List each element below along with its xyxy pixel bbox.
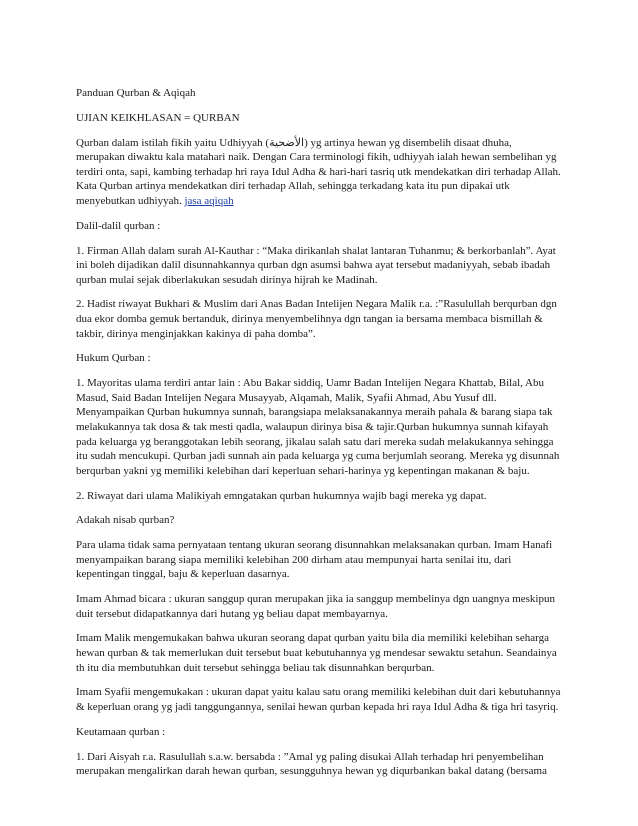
paragraph-line: berqurban yakni yg memiliki kelebihan dari keperluan sehari-harinya yg kepentingan makanan & baju. [76, 464, 530, 477]
paragraph-line: Para ulama tidak sama pernyataan tentang ukuran seorang disunnahkan melaksanakan qurban. Imam Hanafi [76, 539, 553, 552]
nisab-paragraph-2 [76, 592, 572, 621]
paragraph-line: & keperluan orang yg jadi tanggungannya, senilai hewan qurban kepada hri raya Idul Adha & tiga hri tasyriq. [76, 701, 559, 714]
hukum-heading: Hukum Qurban : [76, 352, 151, 365]
paragraph-line: 2. Hadist riwayat Bukhari & Muslim dari Anas Badan Intelijen Negara Malik r.a. :”Rasulullah berqurban dgn [76, 298, 557, 311]
paragraph-line: kepentingan tinggal, baju & keperluan dasarnya. [76, 568, 290, 581]
keutamaan-paragraph-1 [76, 750, 572, 779]
paragraph-line: takbir, dirinya menginjakkan kakinya di paha domba”. [76, 327, 316, 340]
nisab-paragraph-1 [76, 538, 572, 582]
paragraph-line: Menyampaikan Qurban hukumnya sunnah, barangsiapa melaksanakannya meraih pahala & barang siapa tak [76, 406, 553, 419]
paragraph-line: Imam Ahmad bicara : ukuran sanggup quran merupakan jika ia sanggup membelinya dgn uangnya meskipun [76, 593, 555, 606]
nisab-heading: Adakah nisab qurban? [76, 514, 175, 527]
intro-last-line [76, 194, 572, 209]
hukum-paragraph-1 [76, 376, 572, 478]
paragraph-line: 1. Mayoritas ulama terdiri antar lain : Abu Bakar siddiq, Uamr Badan Intelijen Negara Khattab, Bilal, Abu [76, 377, 544, 390]
nisab-paragraph-4 [76, 685, 572, 714]
dalil-paragraph-1 [76, 244, 572, 288]
paragraph-line: qurban mulai sejak diberlakukan sesudah dirinya hijrah ke Madinah. [76, 273, 378, 286]
paragraph-line: 1. Dari Aisyah r.a. Rasulullah s.a.w. bersabda : ”Amal yg paling disukai Allah terhadap hri penyembelihan [76, 750, 544, 763]
paragraph-line: itu sudah mencukupi. Qurban jadi sunnah ain pada keluarga yg cuma berjumlah seorang. Mereka yg disunnah [76, 450, 560, 463]
paragraph-line: 2. Riwayat dari ulama Malikiyah emngatakan qurban hukumnya wajib bagi mereka yg dapat. [76, 489, 487, 502]
paragraph-line: Imam Syafii mengemukakan : ukuran dapat yaitu kalau satu orang memiliki kelebihan duit dari kebutuhannya [76, 686, 561, 699]
jasa-aqiqah-link[interactable]: jasa aqiqah [184, 194, 234, 207]
paragraph-line: Imam Malik mengemukakan bahwa ukuran seorang dapat qurban yaitu bila dia memiliki kelebihan seharga [76, 632, 549, 645]
hukum-paragraph-2 [76, 489, 572, 504]
paragraph-line: th itu dia membutuhkan duit tersebut sehingga beliau tak disunnahkan berqurban. [76, 661, 435, 674]
document-subtitle: UJIAN KEIKHLASAN = QURBAN [76, 111, 240, 124]
intro-line: Kata Qurban artinya mendekatkan diri terhadap Allah, sehingga terkadang kata itu pun dipakai utk [76, 180, 510, 193]
paragraph-line: melakukannya tak dosa & tak mesti qadla, walaupun dirinya bisa & tajir.Qurban hukumnya sunnah kifayah [76, 421, 549, 433]
paragraph-line: pada keluarga yg beranggotakan lebih seorang, jikalau salah satu dari mereka sudah melakukannya sehingga [76, 435, 554, 448]
intro-line: terdiri onta, sapi, kambing terhadap hri raya Idul Adha & hari-hari tasriq utk mendekatkan diri terhadap Allah. [76, 165, 561, 178]
paragraph-line: 1. Firman Allah dalam surah Al-Kauthar : “Maka dirikanlah shalat lantaran Tuhanmu; & berkorbanlah”. Ayat [76, 244, 556, 257]
paragraph-line: merupakan mengalirkan darah hewan qurban, sesungguhnya hewan yg diqurbankan bakal datang (bersama [76, 765, 547, 778]
paragraph-line: Masud, Said Badan Intelijen Negara Musayyab, Alqamah, Malik, Syafii Ahmad, Abu Yusuf dll. [76, 391, 497, 404]
document-body [76, 86, 572, 789]
nisab-paragraph-3 [76, 631, 572, 675]
intro-paragraph [76, 136, 572, 209]
dalil-paragraph-2 [76, 297, 572, 341]
dalil-heading: Dalil-dalil qurban : [76, 219, 161, 232]
paragraph-line: menyampaikan barang siapa memiliki kelebihan 200 dirham atau mempunyai harta senilai itu, dari [76, 553, 512, 566]
document-title: Panduan Qurban & Aqiqah [76, 87, 196, 99]
paragraph-line: ini boleh dijadikan dalil disunnahkannya qurban dgn asumsi bahwa ayat tersebut madaniyyah, sebab ibadah [76, 259, 551, 272]
paragraph-line: duit tersebut didapatkannya dari hutang yg beliau dapat membayarnya. [76, 607, 388, 620]
keutamaan-heading: Keutamaan qurban : [76, 725, 166, 738]
paragraph-line: dua ekor domba gemuk bertanduk, dirinya menyembelihnya dgn tangan ia bersama membaca bismillah & [76, 313, 543, 326]
paragraph-line: hewan qurban & tak memerlukan duit tersebut buat kebutuhannya yg mendesar sewaktu setahun. Seandainya [76, 647, 557, 660]
intro-last-line-text: menyebutkan udhiyyah. [76, 194, 185, 207]
intro-line: merupakan diwaktu kala matahari naik. Dengan Cara terminologi fikih, udhiyyah ialah hewan sembelihan yg [76, 151, 557, 164]
intro-line: Qurban dalam istilah fikih yaitu Udhiyyah (الأضحية) yg artinya hewan yg disembelih disaat dhuha, [76, 136, 512, 149]
